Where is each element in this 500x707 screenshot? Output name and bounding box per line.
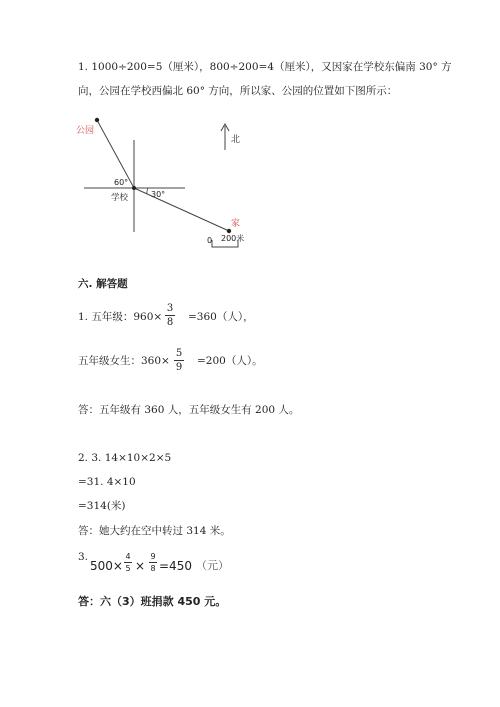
home-label: 家 (231, 219, 241, 229)
q3-expr-start: 500× (90, 559, 123, 573)
park-dot (95, 118, 99, 122)
item1-line2: 向，公园在学校西偏北 60° 方向，所以家、公园的位置如下图所示： (78, 85, 398, 97)
fraction-numerator: 9 (150, 552, 156, 561)
q3-number: 3. (78, 551, 89, 563)
fraction-numerator: 5 (175, 348, 183, 359)
fraction-denominator: 8 (166, 317, 174, 328)
q2-line1: 2. 3. 14×10×2×5 (78, 452, 172, 464)
section-heading: 六. 解答题 (78, 278, 128, 290)
angle-30-label: 30° (151, 190, 166, 199)
fraction-bar (174, 360, 184, 361)
school-label: 学校 (111, 193, 129, 203)
fraction-denominator: 9 (175, 362, 183, 373)
fraction-numerator: 4 (125, 552, 131, 561)
q3-fraction-9-8 (149, 552, 157, 573)
school-dot (132, 186, 136, 190)
angle-60-label: 60° (114, 178, 129, 187)
item1-line1: 1. 1000÷200=5（厘米），800÷200=4（厘米），又因家在学校东偏南 30° 方 (78, 61, 452, 73)
q1-fraction-5-9 (174, 348, 184, 373)
park-label: 公园 (76, 126, 95, 136)
fraction-bar (149, 562, 157, 563)
q1-fraction-3-8 (165, 303, 175, 328)
q3-expr-result: =450 (159, 559, 192, 573)
q3-answer: 答：六（3）班捐款 450 元。 (78, 595, 227, 608)
north-label: 北 (231, 135, 241, 145)
q2-answer: 答：她大约在空中转过 314 米。 (78, 525, 231, 537)
q2-line3: =314(米) (78, 500, 126, 512)
angle-30-arc (147, 188, 148, 194)
school-to-home-line (134, 188, 229, 231)
q3-times-sign: × (135, 559, 146, 573)
q1-line2-result: =200（人）。 (197, 355, 263, 367)
fraction-bar (165, 315, 175, 316)
fraction-denominator: 8 (150, 564, 156, 573)
home-dot (227, 229, 231, 233)
q1-answer: 答：五年级有 360 人，五年级女生有 200 人。 (78, 404, 300, 416)
q1-line1-result: =360（人）， (188, 311, 254, 323)
q1-line1-text: 1. 五年级：960× (78, 311, 163, 323)
q3-fraction-4-5 (124, 552, 132, 573)
fraction-denominator: 5 (125, 564, 131, 573)
scale-zero-label: 0 (207, 236, 213, 245)
fraction-bar (124, 562, 132, 563)
scale-distance-label: 200米 (221, 234, 245, 243)
fraction-numerator: 3 (166, 303, 174, 314)
q3-unit: （元） (196, 559, 229, 572)
q2-line2: =31. 4×10 (78, 476, 136, 488)
q1-line2-text: 五年级女生：360× (78, 355, 170, 367)
